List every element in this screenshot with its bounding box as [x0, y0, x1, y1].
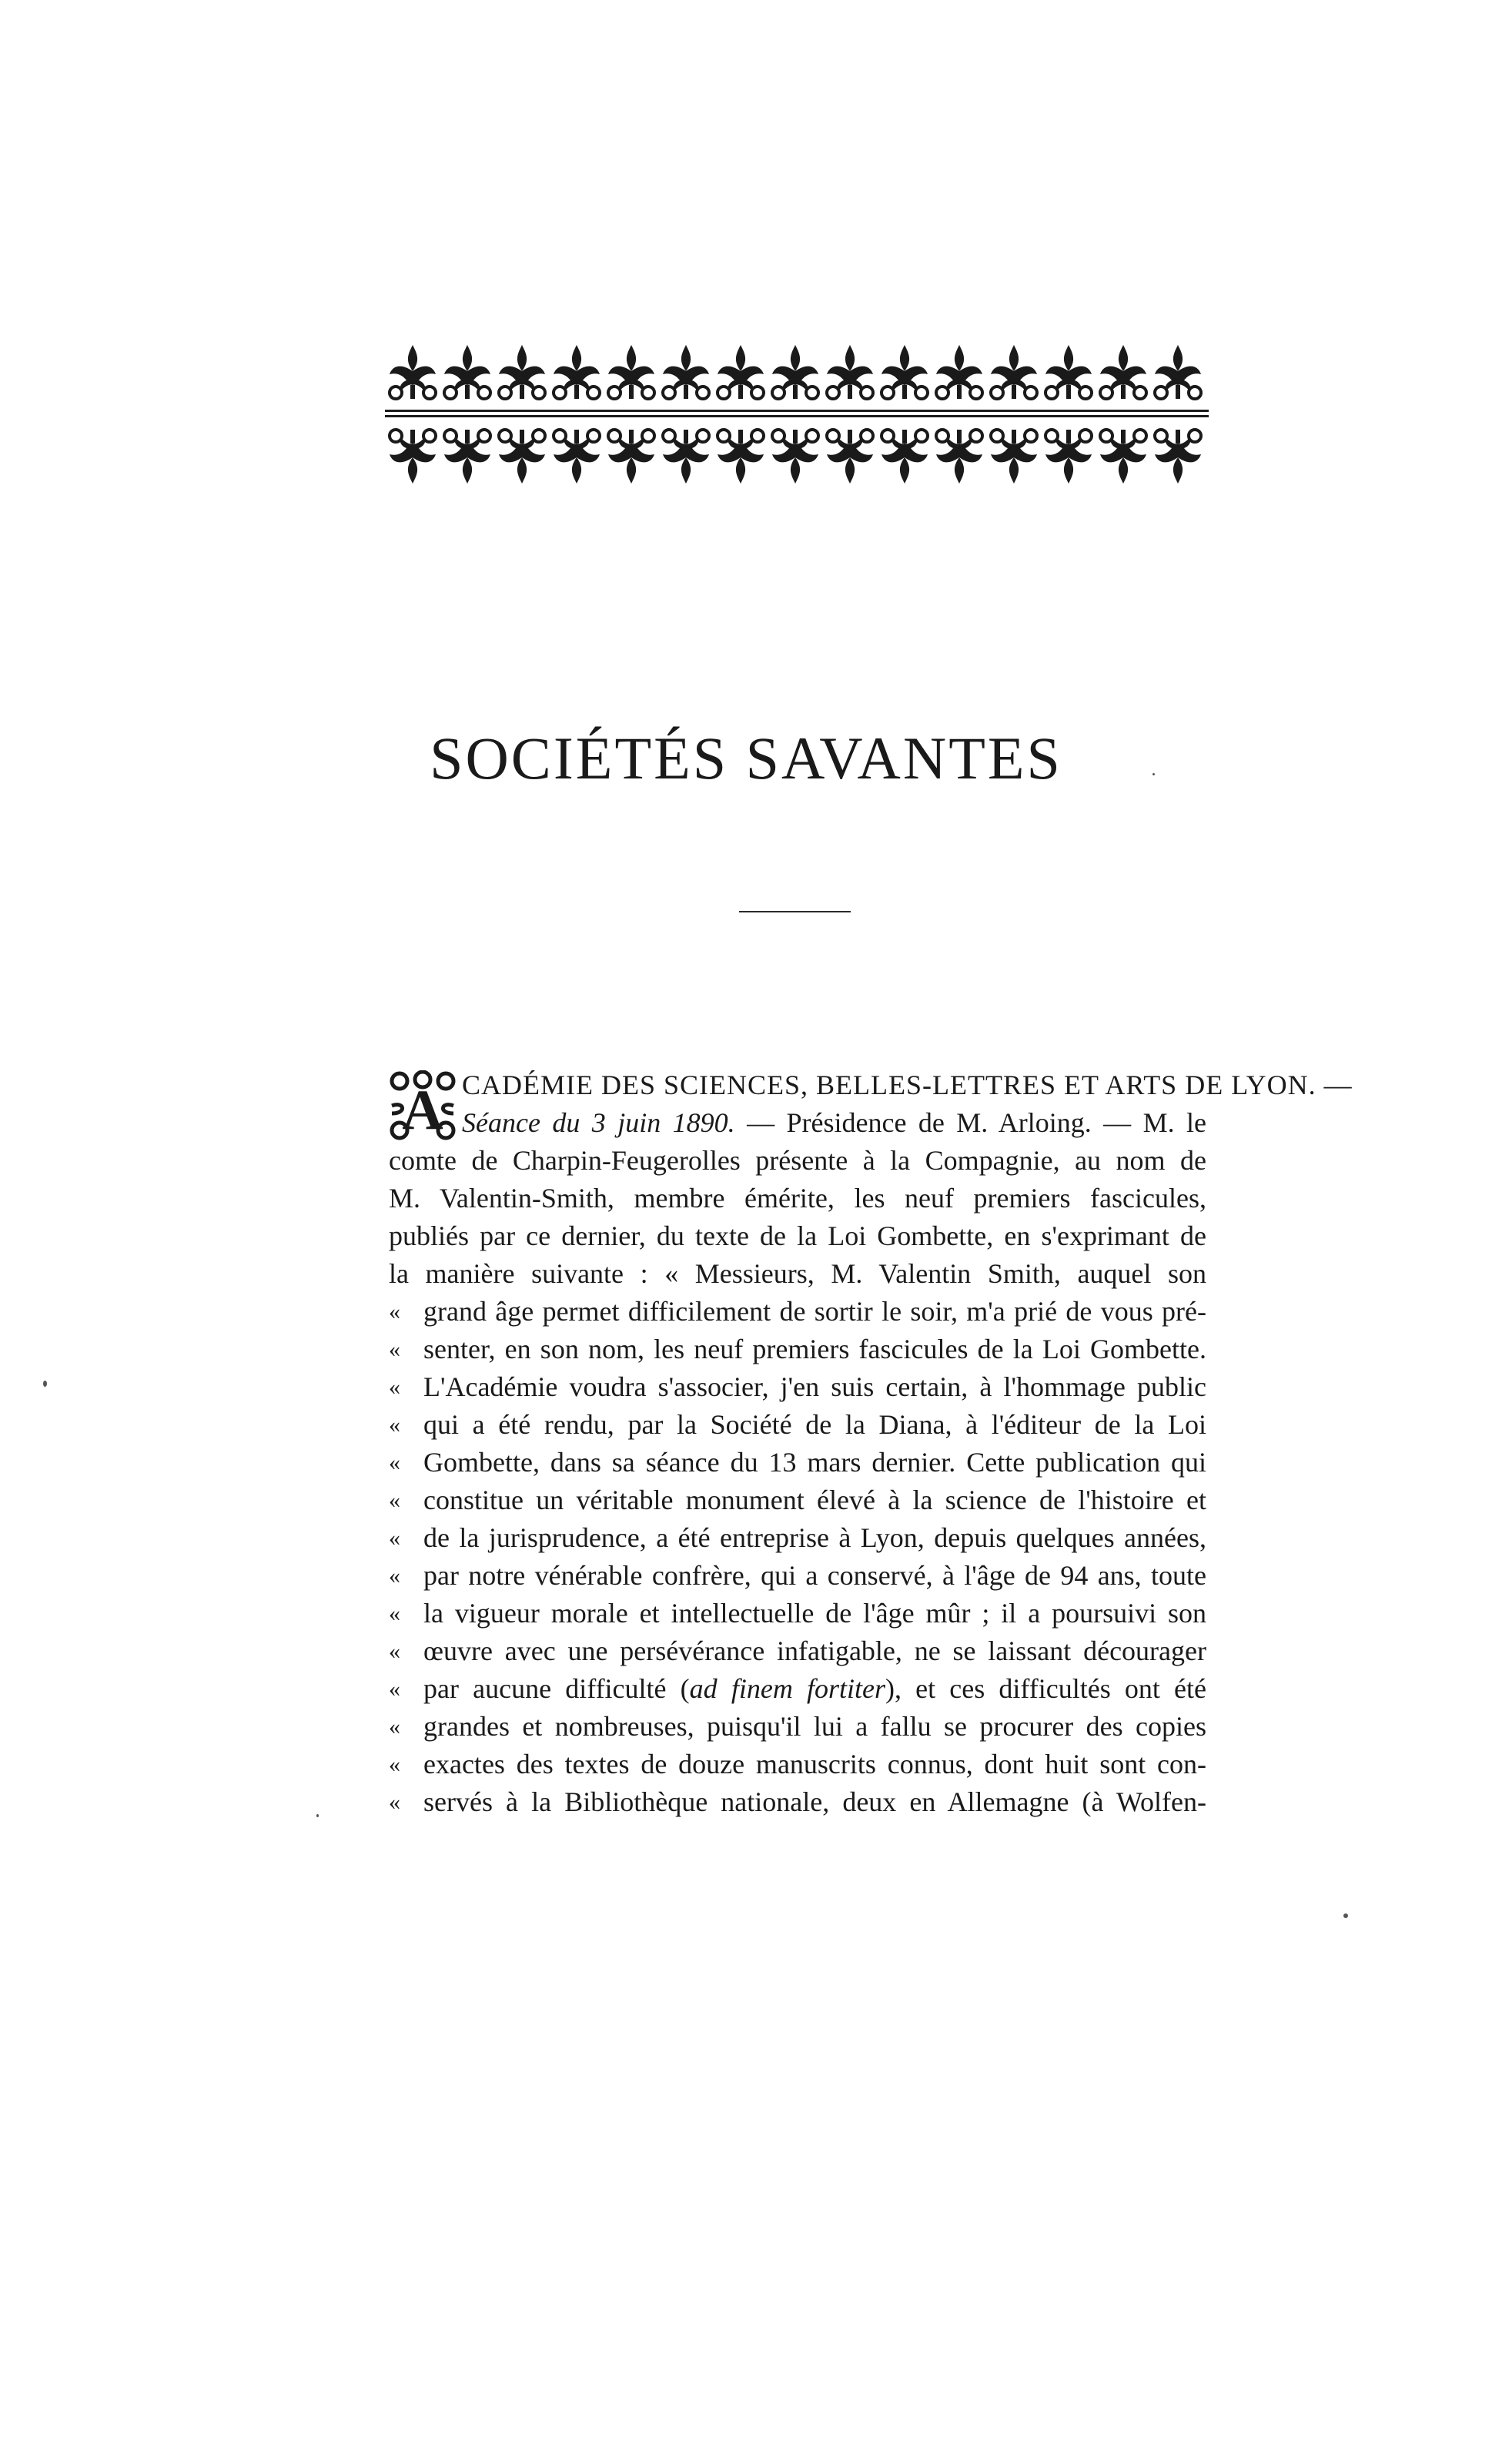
text-line — [389, 1104, 1206, 1142]
text-line — [389, 1557, 1206, 1595]
text-line — [389, 1708, 1206, 1746]
title-rule — [739, 911, 851, 912]
text-line — [389, 1595, 1206, 1632]
text-span: qui a été rendu, par la Société de la Diana, à l'éditeur de la Loi — [423, 1409, 1206, 1440]
line-text — [389, 1255, 1206, 1293]
page-title: SOCIÉTÉS SAVANTES — [430, 725, 1062, 792]
text-span: Gombette, dans sa séance du 13 mars dernier. Cette publication qui — [423, 1447, 1206, 1478]
italic-text: ad finem fortiter — [689, 1673, 885, 1704]
quote-mark: « — [389, 1639, 400, 1664]
line-text — [389, 1180, 1206, 1217]
text-line — [389, 1293, 1206, 1331]
dropcap-letter: A — [402, 1079, 443, 1141]
quote-mark: « — [389, 1412, 400, 1438]
line-text — [389, 1519, 1206, 1557]
text-span: comte de Charpin-Feugerolles présente à la Compagnie, au nom de — [389, 1145, 1206, 1176]
text-span: par aucune difficulté ( — [423, 1673, 690, 1704]
text-line — [389, 1217, 1206, 1255]
line-text — [389, 1406, 1206, 1444]
line-text — [389, 1331, 1206, 1368]
text-line — [389, 1180, 1206, 1217]
line-text — [389, 1293, 1206, 1331]
quote-mark: « — [389, 1337, 400, 1362]
line-text — [389, 1142, 1206, 1180]
ornament-rule-top — [385, 410, 1209, 412]
text-span: senter, en son nom, les neuf premiers fascicules de la Loi Gombette. — [423, 1334, 1206, 1364]
text-span: M. Valentin-Smith, membre émérite, les neuf premiers fascicules, — [389, 1183, 1206, 1214]
text-line — [389, 1406, 1206, 1444]
scan-speck — [316, 1814, 319, 1817]
article-heading-line — [389, 1066, 1353, 1104]
text-span: de la jurisprudence, a été entreprise à Lyon, depuis quelques années, — [423, 1522, 1206, 1553]
italic-text: Séance du 3 juin 1890. — [462, 1107, 735, 1138]
line-text — [389, 1217, 1206, 1255]
line-text — [389, 1595, 1206, 1632]
text-span: grandes et nombreuses, puisqu'il lui a fallu se procurer des copies — [423, 1711, 1206, 1742]
scan-speck — [43, 1381, 47, 1387]
quote-mark: « — [389, 1789, 400, 1815]
line-text — [389, 1557, 1206, 1595]
text-span: exactes des textes de douze manuscrits connus, dont huit sont con- — [423, 1749, 1206, 1779]
line-text — [389, 1746, 1206, 1783]
text-line — [389, 1331, 1206, 1368]
line-text — [389, 1368, 1206, 1406]
line-text — [389, 1632, 1206, 1670]
text-span: la manière suivante : « Messieurs, M. Valentin Smith, auquel son — [389, 1258, 1206, 1289]
line-text — [389, 1670, 1206, 1708]
text-line — [389, 1783, 1206, 1821]
scan-speck — [1152, 773, 1155, 775]
text-span: par notre vénérable confrère, qui a conservé, à l'âge de 94 ans, toute — [423, 1560, 1206, 1591]
article-lines — [389, 1104, 1206, 1821]
quote-mark: « — [389, 1299, 400, 1324]
quote-mark: « — [389, 1563, 400, 1589]
line-text — [389, 1481, 1206, 1519]
article-heading: CADÉMIE DES SCIENCES, BELLES-LETTRES ET ARTS DE LYON. — — [462, 1070, 1353, 1100]
quote-mark: « — [389, 1676, 400, 1702]
text-span: la vigueur morale et intellectuelle de l'âge mûr ; il a poursuivi son — [423, 1598, 1206, 1629]
text-line — [389, 1670, 1206, 1708]
ornament-row-top — [390, 345, 1201, 399]
ornamental-headpiece — [385, 337, 1209, 499]
text-span: constitue un véritable monument élevé à la science de l'histoire et — [423, 1485, 1206, 1515]
quote-mark: « — [389, 1525, 400, 1551]
ornament-row-bottom — [390, 430, 1201, 484]
text-line — [389, 1519, 1206, 1557]
text-span: œuvre avec une persévérance infatigable, ne se laissant décourager — [423, 1635, 1206, 1666]
quote-mark: « — [389, 1601, 400, 1626]
text-line — [389, 1746, 1206, 1783]
text-line — [389, 1142, 1206, 1180]
text-line — [389, 1444, 1206, 1481]
text-line — [389, 1481, 1206, 1519]
line-text — [389, 1783, 1206, 1821]
quote-mark: « — [389, 1450, 400, 1475]
quote-mark: « — [389, 1374, 400, 1400]
text-line — [389, 1368, 1206, 1406]
text-span: grand âge permet difficilement de sortir le soir, m'a prié de vous pré- — [423, 1296, 1206, 1327]
quote-mark: « — [389, 1752, 400, 1777]
article-body — [389, 1066, 1353, 1821]
text-line — [389, 1632, 1206, 1670]
text-span: servés à la Bibliothèque nationale, deux en Allemagne (à Wolfen- — [423, 1786, 1206, 1817]
line-text — [389, 1708, 1206, 1746]
quote-mark: « — [389, 1714, 400, 1739]
text-span: — Présidence de M. Arloing. — M. le — [734, 1107, 1206, 1138]
quote-mark: « — [389, 1488, 400, 1513]
text-span: publiés par ce dernier, du texte de la Loi Gombette, en s'exprimant de — [389, 1220, 1206, 1251]
line-text — [389, 1444, 1206, 1481]
text-span: ), et ces difficultés ont été — [885, 1673, 1206, 1704]
text-line — [389, 1255, 1206, 1293]
scan-speck — [1343, 1913, 1348, 1918]
ornament-rule-bottom — [385, 415, 1209, 417]
line-text — [462, 1104, 1206, 1142]
text-span: L'Académie voudra s'associer, j'en suis certain, à l'hommage public — [423, 1371, 1206, 1402]
